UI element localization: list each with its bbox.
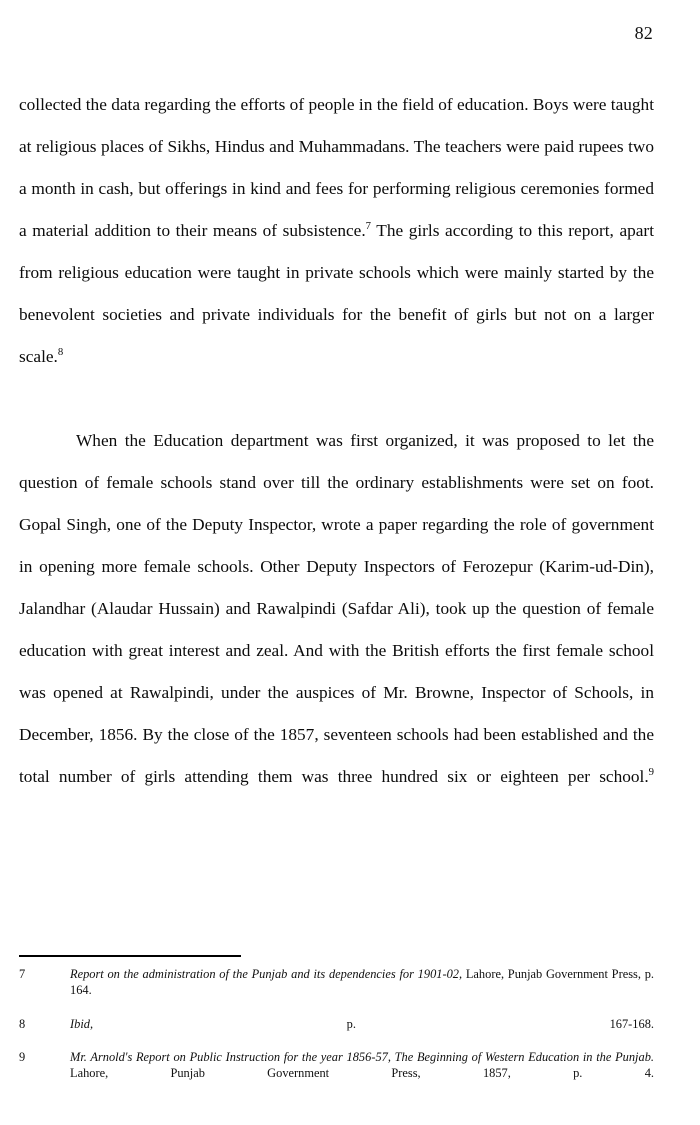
paragraph-2-text-a: When the Education department was first organized, it was proposed to let the question of female schools stand over till the ordinary establishments were set on foot. Gopal Singh, one of the Deputy Inspector, wrote a paper regarding the role of government in opening more female schools. Other Deputy Inspectors of Ferozepur (Karim-ud-Din), Jalandhar (Alaudar Hussain) and Rawalpindi (Safdar Ali), took up the question of female education with great interest and zeal. And with the British efforts the first female school was opened at Rawalpindi, under the auspices of Mr. Browne, Inspector of Schools, in December, 1856. By the close of the 1857, seventeen schools had been established and the total number of girls attending them was three hundred six or eighteen per school. (19, 431, 654, 786)
paragraph-1 (19, 84, 654, 420)
footnote-ref-8[interactable]: 8 (57, 346, 64, 359)
footnote-detail-9: Lahore, Punjab Government Press, 1857, p. 4. (70, 1066, 654, 1081)
paragraph-1-text-a: collected the data regarding the efforts of people in the field of education. Boys were taught at religious places of Sikhs, Hindus and Muhammadans. The teachers were paid rupees two a month in cash, but offerings in kind and fees for performing religious ceremonies formed a material addition to their means of subsistence. (19, 95, 654, 240)
footnote-separator-rule (19, 955, 241, 957)
paragraph-1-text-b: The girls according to this report, apart from religious education were taught in private schools which were mainly started by the benevolent societies and private individuals for the benefit of girls but not on a larger scale. (19, 221, 654, 366)
footnote-item-7 (19, 966, 654, 1015)
footnote-ref-9[interactable]: 9 (648, 766, 654, 779)
footnote-title-7: Report on the administration of the Punjab and its dependencies for 1901-02, (70, 967, 463, 981)
footnote-list (19, 966, 654, 1098)
footnote-detail-7: Lahore, Punjab Government Press, p. 164. (70, 967, 654, 998)
footnote-ref-7[interactable]: 7 (365, 220, 372, 233)
footnote-number-7: 7 (19, 967, 26, 981)
footnote-item-8 (19, 1016, 654, 1049)
footnote-title-8: Ibid, (70, 1016, 94, 1031)
footnote-item-9 (19, 1049, 654, 1098)
footnotes-section (19, 955, 654, 1099)
paragraph-2 (19, 420, 654, 840)
footnote-number-8: 8 (19, 1016, 26, 1031)
footnote-detail-8: p. 167-168. (93, 1016, 654, 1031)
page-number: 82 (634, 23, 653, 43)
footnote-number-9: 9 (19, 1050, 26, 1065)
body-text-block (19, 84, 654, 840)
footnote-title-9: Mr. Arnold's Report on Public Instruction for the year 1856-57, The Beginning of Western Education in the Punjab. (70, 1050, 654, 1065)
